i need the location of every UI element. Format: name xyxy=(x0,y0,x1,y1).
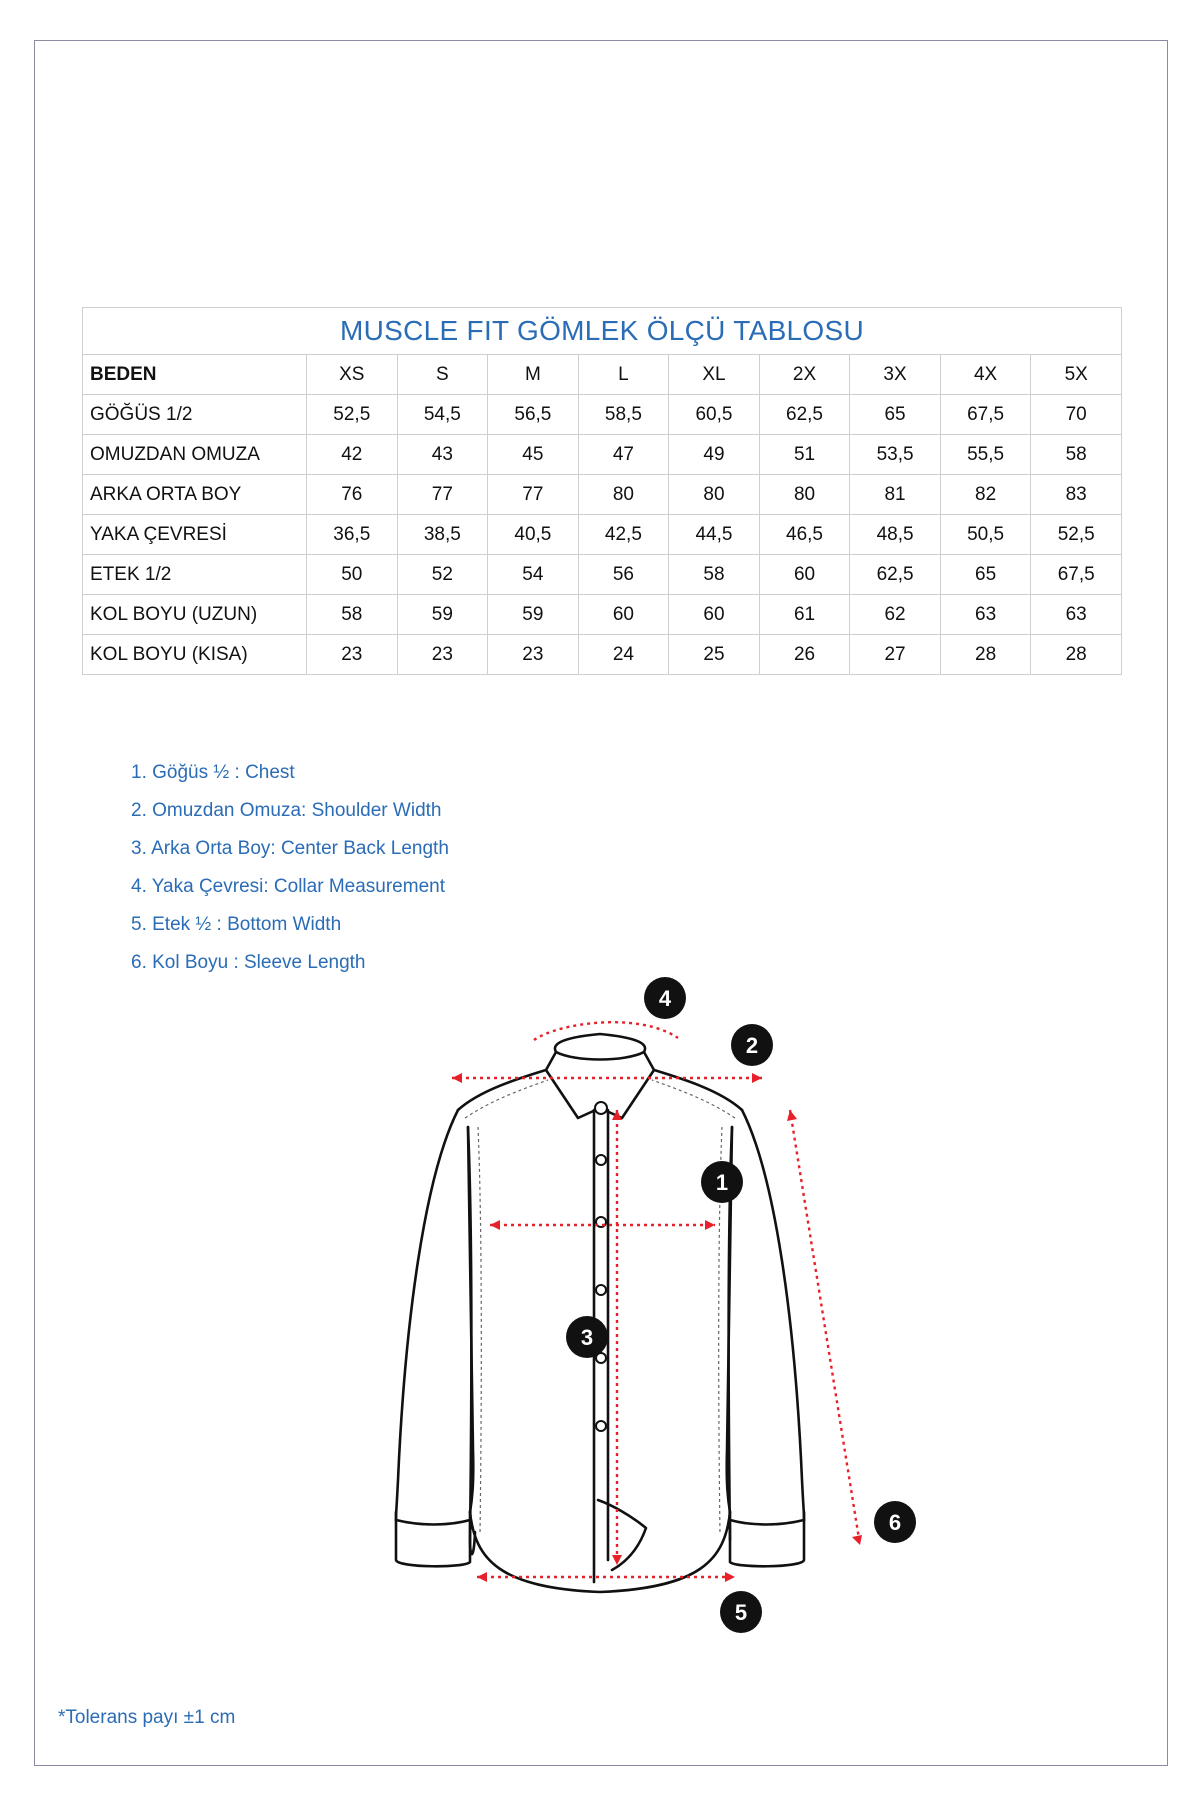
collar-measure-line xyxy=(534,1022,678,1040)
table-cell: 23 xyxy=(307,635,398,675)
measure-arrowheads xyxy=(452,1073,862,1582)
table-cell: 83 xyxy=(1031,475,1122,515)
table-cell: 63 xyxy=(1031,595,1122,635)
badge-5 xyxy=(720,1591,762,1633)
legend-item: 3. Arka Orta Boy: Center Back Length xyxy=(131,838,449,859)
size-header: M xyxy=(488,355,579,395)
measure-badges xyxy=(566,977,916,1633)
table-cell: 58 xyxy=(307,595,398,635)
arrowhead xyxy=(490,1220,500,1230)
table-cell: 61 xyxy=(759,595,850,635)
row-label: GÖĞÜS 1/2 xyxy=(83,395,307,435)
size-header: 5X xyxy=(1031,355,1122,395)
badge-number: 4 xyxy=(658,986,672,1011)
table-cell: 80 xyxy=(669,475,760,515)
table-cell: 51 xyxy=(759,435,850,475)
arrowhead xyxy=(725,1572,735,1582)
table-cell: 36,5 xyxy=(307,515,398,555)
table-cell: 43 xyxy=(397,435,488,475)
table-cell: 38,5 xyxy=(397,515,488,555)
badge-number: 6 xyxy=(888,1510,902,1535)
size-header: 4X xyxy=(940,355,1031,395)
table-cell: 28 xyxy=(1031,635,1122,675)
table-cell: 65 xyxy=(940,555,1031,595)
table-cell: 49 xyxy=(669,435,760,475)
badge-number: 3 xyxy=(580,1325,594,1350)
table-cell: 80 xyxy=(759,475,850,515)
sleeve-measure-line xyxy=(790,1110,860,1545)
arrowhead xyxy=(452,1073,462,1083)
tolerance-note: *Tolerans payı ±1 cm xyxy=(58,1707,236,1728)
table-cell: 58 xyxy=(1031,435,1122,475)
size-header: XL xyxy=(669,355,760,395)
table-cell: 60 xyxy=(578,595,669,635)
table-cell: 23 xyxy=(397,635,488,675)
table-cell: 80 xyxy=(578,475,669,515)
size-header: XS xyxy=(307,355,398,395)
table-cell: 50,5 xyxy=(940,515,1031,555)
badge-6 xyxy=(874,1501,916,1543)
table-cell: 54,5 xyxy=(397,395,488,435)
arrowhead xyxy=(787,1110,797,1121)
table-cell: 24 xyxy=(578,635,669,675)
table-cell: 54 xyxy=(488,555,579,595)
badge-4 xyxy=(644,977,686,1019)
table-cell: 58 xyxy=(669,555,760,595)
stitch-lines xyxy=(465,1080,735,1535)
table-cell: 62 xyxy=(850,595,941,635)
row-label: ARKA ORTA BOY xyxy=(83,475,307,515)
table-cell: 81 xyxy=(850,475,941,515)
table-cell: 52 xyxy=(397,555,488,595)
table-cell: 77 xyxy=(397,475,488,515)
arrowhead xyxy=(752,1073,762,1083)
table-title: MUSCLE FIT GÖMLEK ÖLÇÜ TABLOSU xyxy=(83,308,1122,355)
table-cell: 26 xyxy=(759,635,850,675)
size-header: 3X xyxy=(850,355,941,395)
table-cell: 27 xyxy=(850,635,941,675)
table-cell: 76 xyxy=(307,475,398,515)
arrowhead xyxy=(852,1535,862,1545)
table-cell: 60 xyxy=(759,555,850,595)
table-cell: 25 xyxy=(669,635,760,675)
row-label: KOL BOYU (KISA) xyxy=(83,635,307,675)
table-cell: 50 xyxy=(307,555,398,595)
table-cell: 42 xyxy=(307,435,398,475)
arrowhead xyxy=(477,1572,487,1582)
table-cell: 42,5 xyxy=(578,515,669,555)
table-cell: 48,5 xyxy=(850,515,941,555)
table-cell: 47 xyxy=(578,435,669,475)
button-dot xyxy=(595,1102,607,1114)
table-cell: 45 xyxy=(488,435,579,475)
table-cell: 60,5 xyxy=(669,395,760,435)
legend-item: 5. Etek ½ : Bottom Width xyxy=(131,914,342,935)
row-label: KOL BOYU (UZUN) xyxy=(83,595,307,635)
table-cell: 40,5 xyxy=(488,515,579,555)
table-cell: 56 xyxy=(578,555,669,595)
legend-item: 6. Kol Boyu : Sleeve Length xyxy=(131,952,366,973)
table-cell: 53,5 xyxy=(850,435,941,475)
size-header: 2X xyxy=(759,355,850,395)
table-cell: 59 xyxy=(397,595,488,635)
row-label: ETEK 1/2 xyxy=(83,555,307,595)
table-cell: 44,5 xyxy=(669,515,760,555)
table-cell: 82 xyxy=(940,475,1031,515)
table-cell: 23 xyxy=(488,635,579,675)
table-cell: 62,5 xyxy=(759,395,850,435)
table-cell: 77 xyxy=(488,475,579,515)
table-cell: 62,5 xyxy=(850,555,941,595)
measure-lines xyxy=(452,1022,860,1577)
badge-2 xyxy=(731,1024,773,1066)
badge-number: 2 xyxy=(745,1033,759,1058)
shirt-buttons xyxy=(595,1102,607,1431)
table-cell: 52,5 xyxy=(307,395,398,435)
row-label: OMUZDAN OMUZA xyxy=(83,435,307,475)
legend-item: 2. Omuzdan Omuza: Shoulder Width xyxy=(131,800,442,821)
arrowhead xyxy=(705,1220,715,1230)
badge-3 xyxy=(566,1316,608,1358)
legend-item: 1. Göğüs ½ : Chest xyxy=(131,762,295,783)
table-cell: 52,5 xyxy=(1031,515,1122,555)
table-cell: 58,5 xyxy=(578,395,669,435)
table-cell: 28 xyxy=(940,635,1031,675)
table-cell: 65 xyxy=(850,395,941,435)
badge-number: 5 xyxy=(734,1600,748,1625)
table-cell: 46,5 xyxy=(759,515,850,555)
table-cell: 63 xyxy=(940,595,1031,635)
table-cell: 59 xyxy=(488,595,579,635)
table-cell: 70 xyxy=(1031,395,1122,435)
shirt-outline xyxy=(396,1034,804,1592)
badge-number: 1 xyxy=(715,1170,729,1195)
legend-item: 4. Yaka Çevresi: Collar Measurement xyxy=(131,876,445,897)
row-label: YAKA ÇEVRESİ xyxy=(83,515,307,555)
table-cell: 67,5 xyxy=(1031,555,1122,595)
size-header: S xyxy=(397,355,488,395)
button-dot xyxy=(596,1421,606,1431)
table-cell: 55,5 xyxy=(940,435,1031,475)
table-cell: 56,5 xyxy=(488,395,579,435)
table-cell: 60 xyxy=(669,595,760,635)
size-header: L xyxy=(578,355,669,395)
header-label: BEDEN xyxy=(83,355,307,395)
badge-1 xyxy=(701,1161,743,1203)
button-dot xyxy=(596,1285,606,1295)
table-cell: 67,5 xyxy=(940,395,1031,435)
button-dot xyxy=(596,1155,606,1165)
